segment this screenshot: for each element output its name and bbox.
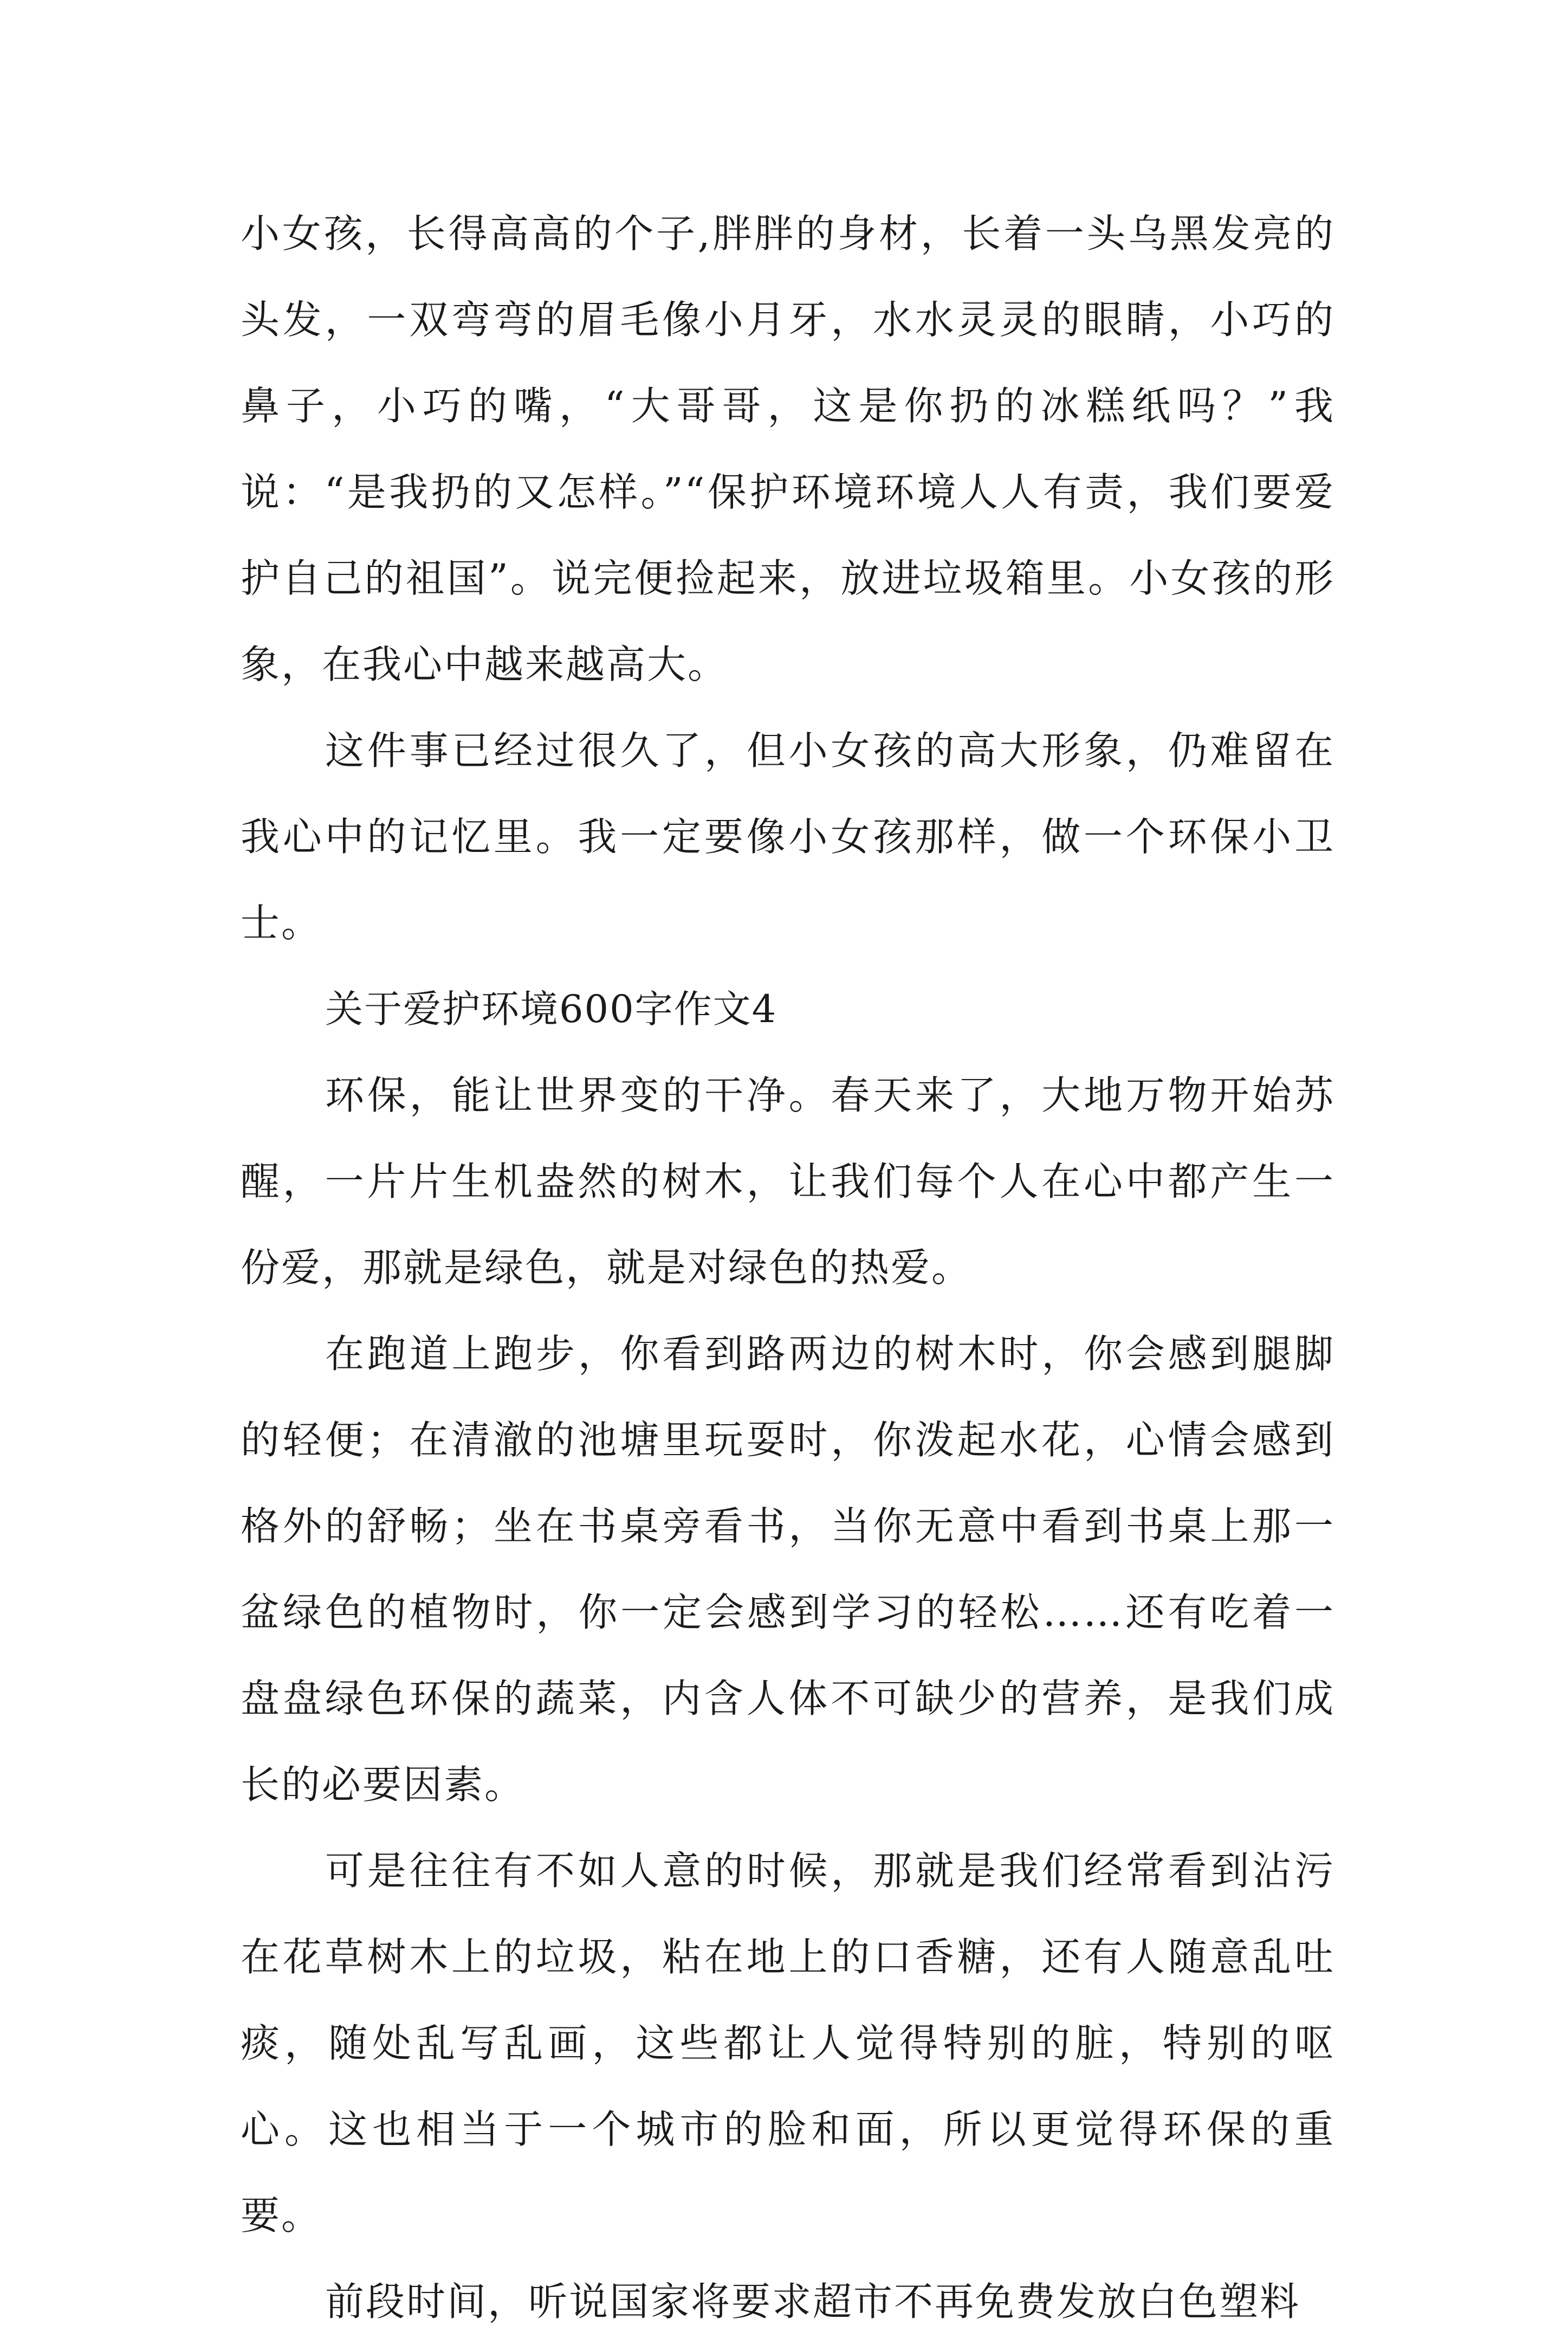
document-page: [241, 191, 1335, 2345]
paragraph-4: 在跑道上跑步，你看到路两边的树木时，你会感到腿脚的轻便；在清澈的池塘里玩耍时，你泼起水花，心情会感到格外的舒畅；坐在书桌旁看书，当你无意中看到书桌上那一盆绿色的植物时，你一定会感到学习的轻松……还有吃着一盘盘绿色环保的蔬菜，内含人体不可缺少的营养，是我们成长的必要因素。: [241, 1331, 1335, 1807]
paragraph-1: 小女孩，长得高高的个子,胖胖的身材，长着一头乌黑发亮的头发，一双弯弯的眉毛像小月牙，水水灵灵的眼睛，小巧的鼻子，小巧的嘴，“大哥哥，这是你扔的冰糕纸吗？”我说：“是我扔的又怎样。”“保护环境环境人人有责，我们要爱护自己的祖国”。说完便捡起来，放进垃圾箱里。小女孩的形象，在我心中越来越高大。: [241, 211, 1335, 687]
paragraph-2: 这件事已经过很久了，但小女孩的高大形象，仍难留在我心中的记忆里。我一定要像小女孩那样，做一个环保小卫士。: [241, 728, 1335, 946]
paragraph-3: 环保，能让世界变的干净。春天来了，大地万物开始苏醒，一片片生机盎然的树木，让我们每个人在心中都产生一份爱，那就是绿色，就是对绿色的热爱。: [241, 1073, 1335, 1290]
paragraph-6: 前段时间，听说国家将要求超市不再免费发放白色塑料: [325, 2279, 1301, 2324]
essay-heading: 关于爱护环境600字作文4: [325, 987, 777, 1031]
paragraph-5: 可是往往有不如人意的时候，那就是我们经常看到沾污在花草树木上的垃圾，粘在地上的口香糖，还有人随意乱吐痰，随处乱写乱画，这些都让人觉得特别的脏，特别的呕心。这也相当于一个城市的脸和面，所以更觉得环保的重要。: [241, 1848, 1335, 2238]
